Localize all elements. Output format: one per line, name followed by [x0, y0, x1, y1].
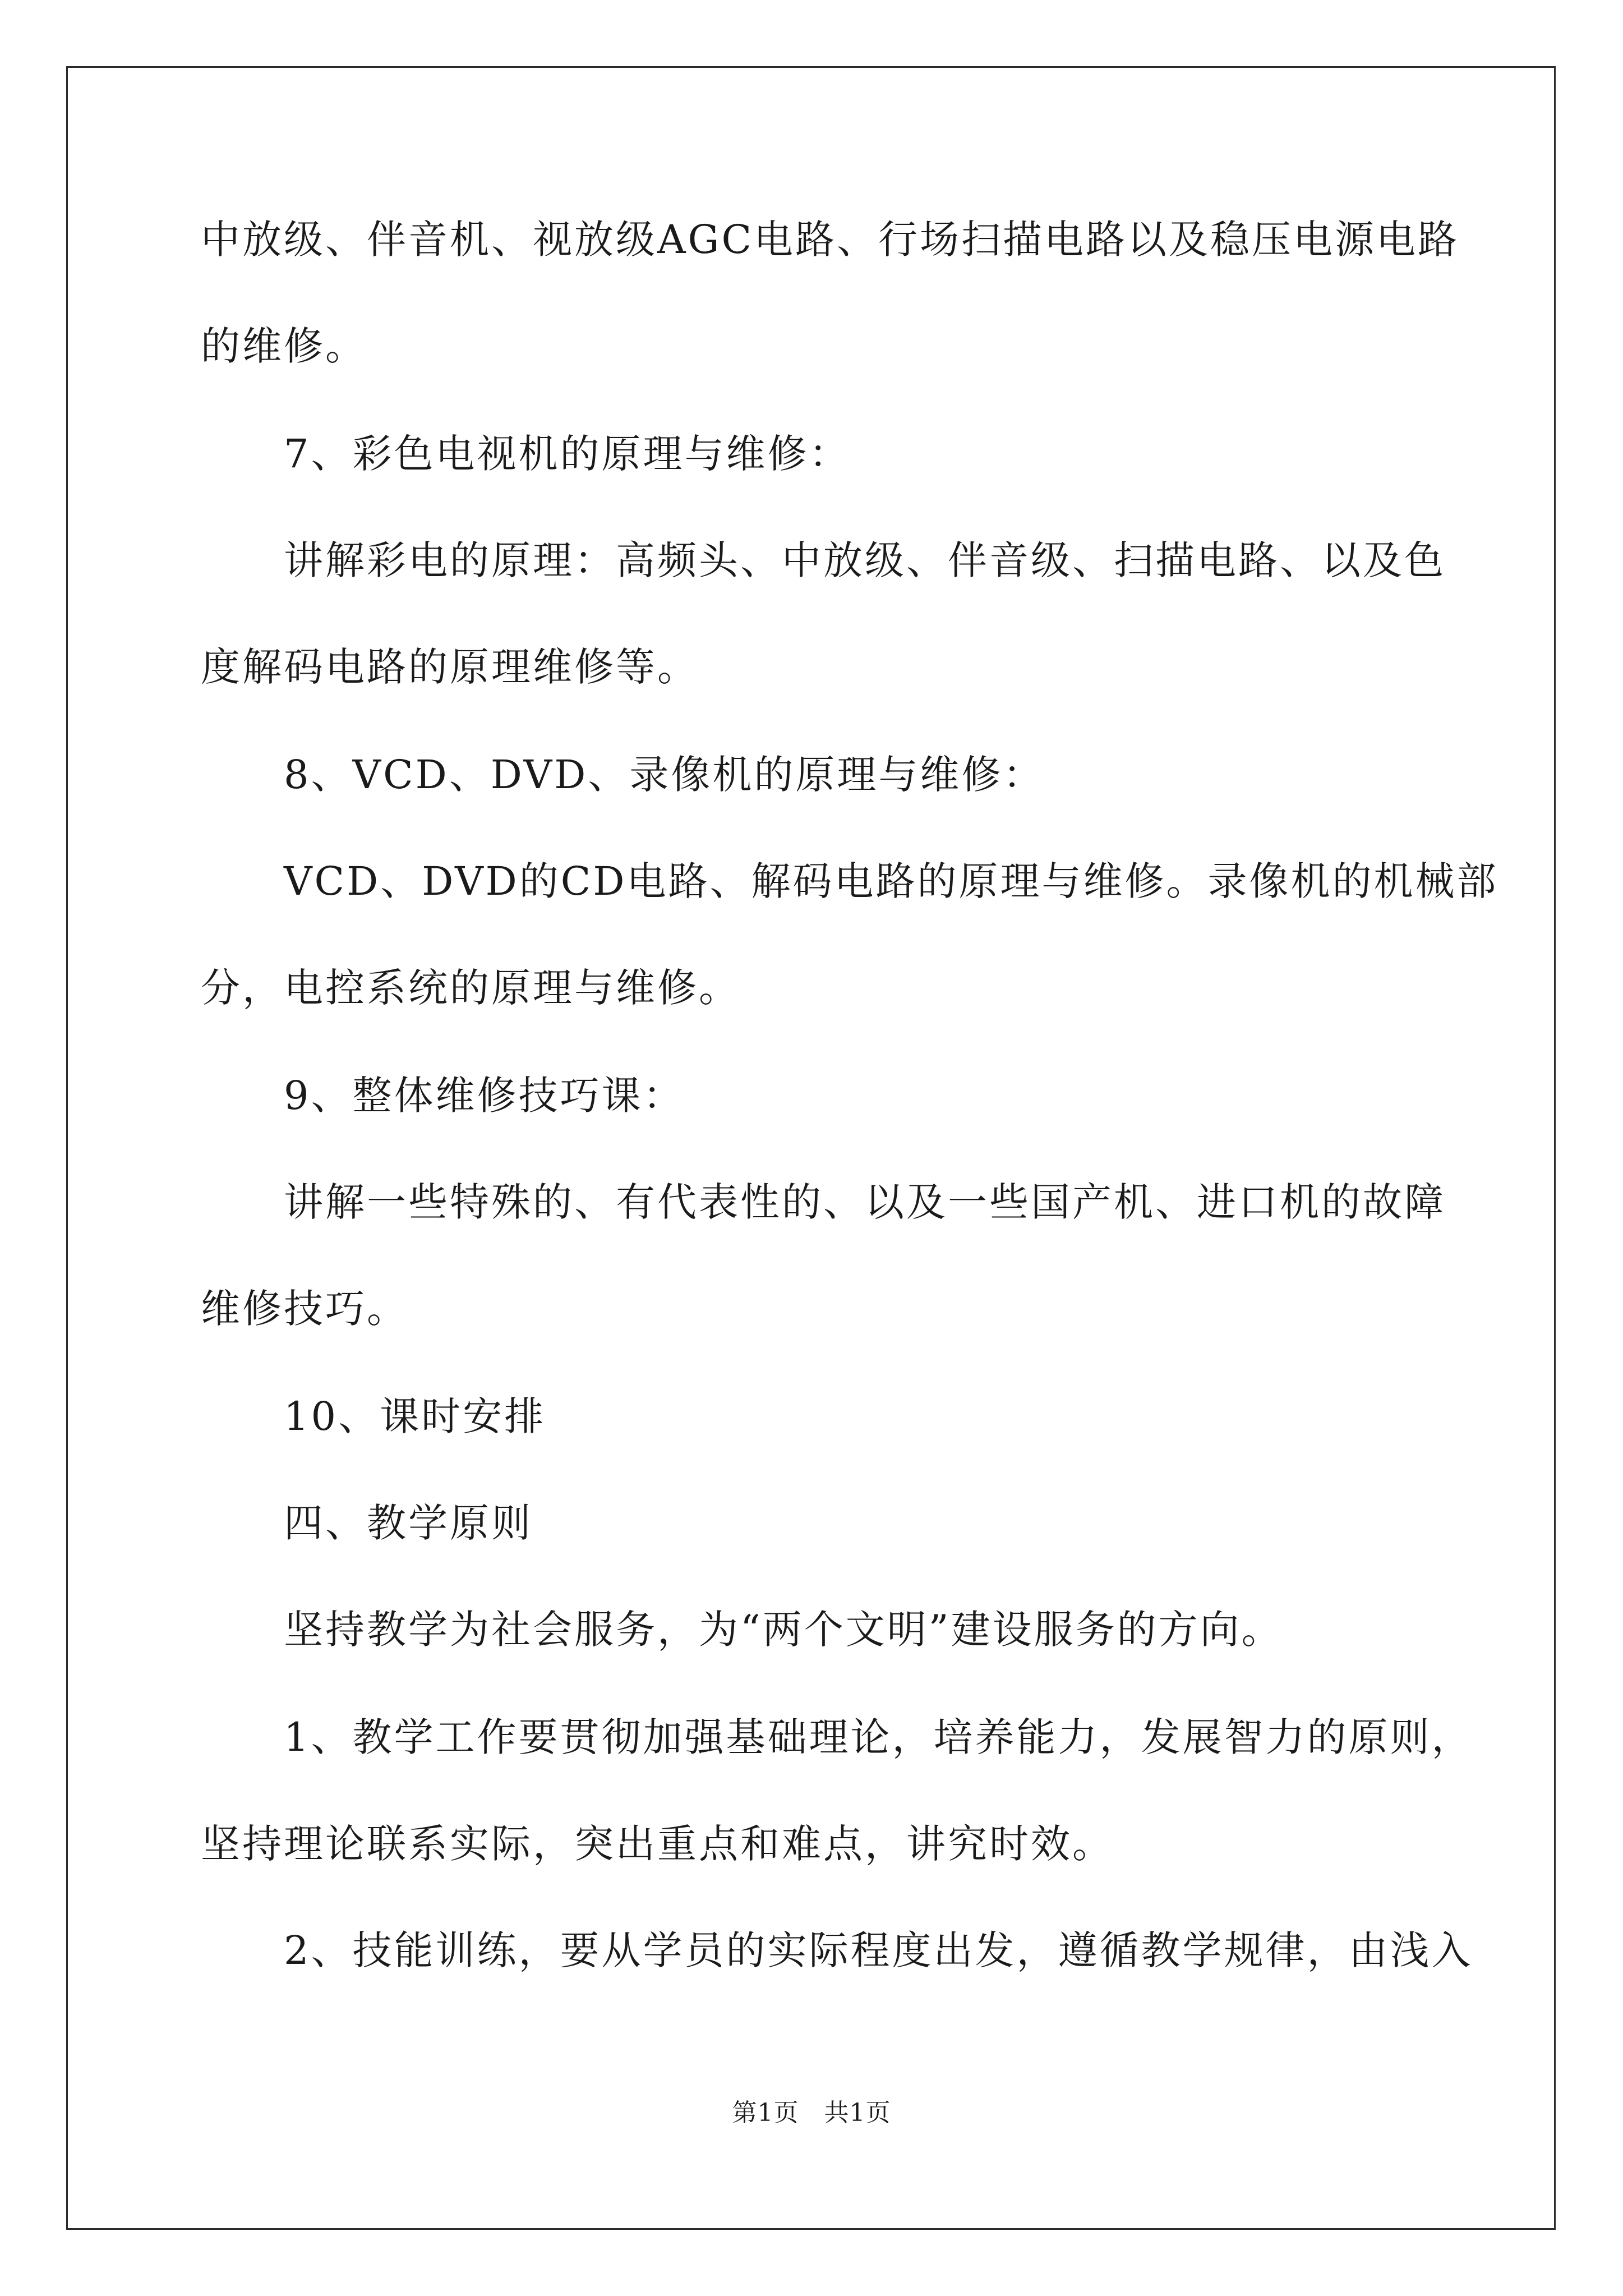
text-line-17: 2、技能训练，要从学员的实际程度出发，遵循教学规律，由浅入: [284, 1927, 1473, 1973]
text-line-4: 讲解彩电的原理：高频头、中放级、伴音级、扫描电路、以及色: [284, 537, 1446, 583]
text-line-11: 维修技巧。: [201, 1286, 408, 1332]
section-heading-9: 9、整体维修技巧课：: [284, 1073, 685, 1119]
text-line-1: 中放级、伴音机、视放级AGC电路、行场扫描电路以及稳压电源电路: [201, 217, 1460, 263]
text-line-14: 坚持教学为社会服务，为“两个文明”建设服务的方向。: [284, 1607, 1283, 1653]
section-heading-principles: 四、教学原则: [284, 1500, 533, 1546]
text-line-8: 分，电控系统的原理与维修。: [201, 965, 740, 1011]
text-line-5: 度解码电路的原理维修等。: [201, 644, 699, 690]
section-heading-7: 7、彩色电视机的原理与维修：: [284, 431, 851, 477]
page-number-footer: 第1页 共1页: [732, 2099, 891, 2127]
page-border: [66, 66, 1556, 2230]
text-line-2: 的维修。: [201, 323, 367, 369]
section-heading-10: 10、课时安排: [284, 1393, 546, 1439]
section-heading-8: 8、VCD、DVD、录像机的原理与维修：: [284, 752, 1045, 798]
text-line-15: 1、教学工作要贯彻加强基础理论，培养能力，发展智力的原则，: [284, 1714, 1473, 1760]
text-line-10: 讲解一些特殊的、有代表性的、以及一些国产机、进口机的故障: [284, 1179, 1446, 1225]
text-line-7: VCD、DVD的CD电路、解码电路的原理与维修。录像机的机械部: [284, 858, 1498, 904]
text-line-16: 坚持理论联系实际，突出重点和难点，讲究时效。: [201, 1821, 1114, 1867]
